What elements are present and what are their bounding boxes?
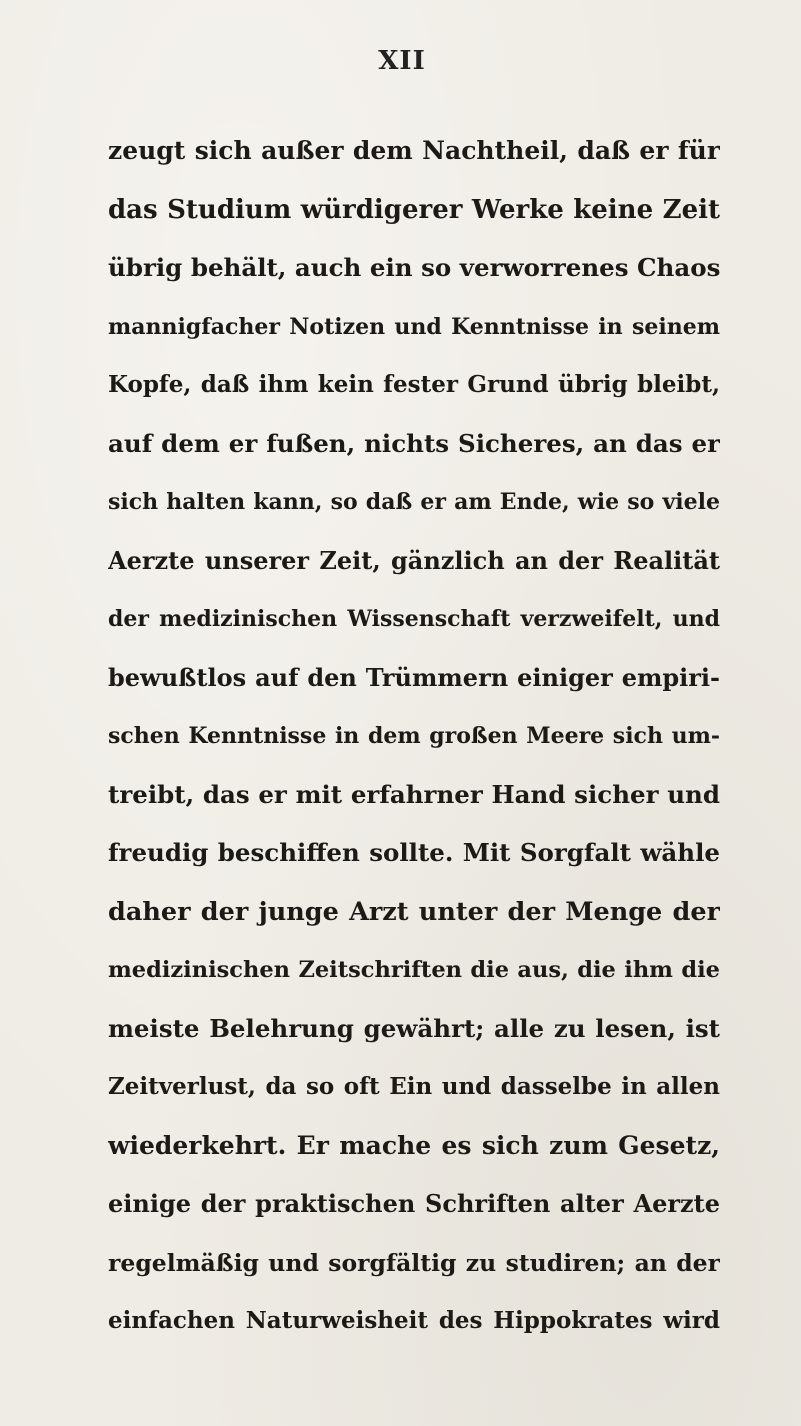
text-line: zeugt sich außer dem Nachtheil, daß er für [108, 136, 720, 165]
text-line: medizinischen Zeitschriften die aus, die ihm die [108, 957, 720, 983]
text-line: der medizinischen Wissenschaft verzweifelt, und [108, 606, 720, 632]
text-line: wiederkehrt. Er mache es sich zum Gesetz, [108, 1130, 720, 1160]
text-line: das Studium würdigerer Werke keine Zeit [108, 194, 720, 225]
text-line: freudig beschiffen sollte. Mit Sorgfalt wähle [108, 838, 720, 867]
page-number: XII [378, 46, 426, 76]
text-line: mannigfacher Notizen und Kenntnisse in seinem [108, 313, 720, 340]
text-line: übrig behält, auch ein so verworrenes Chaos [108, 253, 720, 282]
text-line: daher der junge Arzt unter der Menge der [108, 896, 720, 927]
text-line: treibt, das er mit erfahrner Hand sicher und [108, 779, 720, 809]
text-line: auf dem er fußen, nichts Sicheres, an das er [108, 428, 720, 458]
text-line: Kopfe, daß ihm kein fester Grund übrig bleibt, [108, 371, 720, 398]
text-line: bewußtlos auf den Trümmern einiger empiri- [108, 662, 720, 692]
text-line: schen Kenntnisse in dem großen Meere sich um- [108, 723, 720, 749]
text-line: regelmäßig und sorgfältig zu studiren; an der [108, 1248, 720, 1277]
text-line: sich halten kann, so daß er am Ende, wie so viele [108, 489, 720, 515]
text-line: einfachen Naturweisheit des Hippokrates wird [108, 1307, 720, 1334]
text-line: Aerzte unserer Zeit, gänzlich an der Realität [108, 545, 720, 575]
text-line: meiste Belehrung gewährt; alle zu lesen, ist [108, 1013, 720, 1043]
text-line: einige der praktischen Schriften alter Aerzte [108, 1189, 720, 1218]
text-line: Zeitverlust, da so oft Ein und dasselbe in allen [108, 1073, 720, 1100]
body-text [108, 122, 720, 1351]
